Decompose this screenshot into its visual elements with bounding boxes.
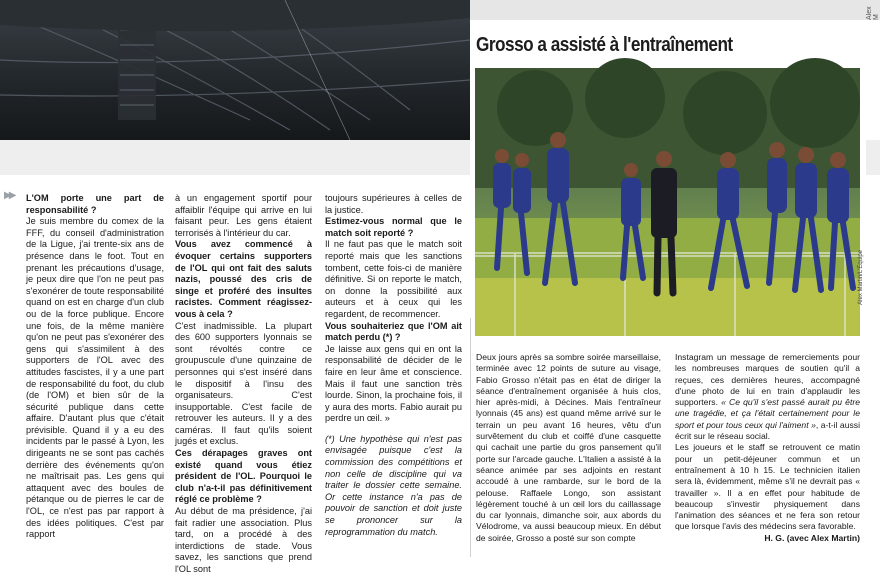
- answer-3: Au début de ma présidence, j'ai fait radier une association. Plus tard, on a procédé à des interdictions de stade. Vous savez, les sanctions que prend l'OL sont: [175, 506, 312, 574]
- training-photo-credit: Alex Martin/L'Équipe: [858, 250, 864, 305]
- question-2: Vous avez commencé à évoquer certains supporters de l'OL qui ont fait des saluts nazis, poussé des cris de singe et proféré des insultes racistes. Comment réagissez-vous à cela ?: [175, 239, 312, 319]
- article-headline: Grosso a assisté à l'entraînement: [476, 34, 733, 56]
- stadium-photo: [0, 0, 470, 140]
- article-paragraph-2-end: , a-t-il aussi écrit sur le réseau social.: [675, 419, 860, 442]
- answer-3-continued: toujours supérieures à celles de la justice.: [325, 193, 462, 215]
- article-paragraph-2: [675, 352, 860, 442]
- answer-4: Il ne faut pas que le match soit reporté mais que les sanctions tombent, cette fois-ci de manière définitive. Si on reporte le match, on donne la possibilité aux auteurs et à ceux qui les regardent, de recommencer.: [325, 239, 462, 319]
- header-strip: [470, 0, 880, 20]
- top-photo-credit: Alex M: [866, 6, 880, 20]
- training-photo: [475, 68, 860, 336]
- stadium-roof-illustration: [0, 0, 470, 140]
- author-signature: H. G. (avec Alex Martin): [764, 532, 860, 543]
- question-5: Vous souhaiteriez que l'OM ait match perdu (*) ?: [325, 320, 462, 343]
- interview-column-1: [26, 193, 164, 541]
- training-photo-illustration: [475, 68, 860, 336]
- answer-1-continued: à un engagement sportif pour affaiblir l'équipe qui arrive en lui faisant peur. Les gens étaient terrorisés à l'intérieur du car.: [175, 193, 312, 238]
- section-arrows-icon: ▶▶: [4, 190, 14, 201]
- answer-2: C'est inadmissible. La plupart des 600 supporters lyonnais se sont révoltés contre ce groupuscule d'une quinzaine de personnes qui s'est inséré dans le dispositif à l'insu des organisateurs. C'est insupportable. C'est facile de retrouver les auteurs. Il y a des caméras. Il faut qu'ils soient jugés et exclus.: [175, 320, 312, 447]
- article-paragraph-2-start: Instagram un message de remerciements pour les nombreuses marques de soutien qu'il a reçues, ces dernières heures, accompagné d'une photo de lui en train d'applaudir les supporters.: [675, 352, 860, 408]
- article-paragraph-1: Deux jours après sa sombre soirée marseillaise, terminée avec 12 points de suture au visage, Fabio Grosso n'était pas en état de diriger la séance d'entraînement organisée à huis clos, hier après-midi, à Décines. Mais l'entraîneur lyonnais (45 ans) est quand même arrivé sur le terrain un peu avant 16 heures, vêtu d'un survêtement du club et coiffé d'une casquette qui cachait une partie du gros pansement qu'il porte sur l'arcade gauche. L'Italien a assisté à la séance animée par ses adjoints en restant accoudé à une rambarde, sur le bord de la pelouse. Raffaele Longo, son assistant légèrement touché à un œil lors du caillassage du car lyonnais, dimanche soir, aux abords du Vélodrome, va aussi beaucoup mieux. En début de soirée, Grosso a posté sur son compte: [476, 352, 661, 543]
- article-paragraph-3: Les joueurs et le staff se retrouvent ce matin pour un petit-déjeuner commun et un entraînement à 10 h 15. Le technicien italien sera là, évidemment, même s'il ne devrait pas « travailler ». Il a en effet pour habitude de beaucoup s'investir physiquement dans l'animation des séances et ne fera son retour que lorsque l'avis des médecins sera favorable.: [675, 442, 860, 532]
- answer-1: Je suis membre du comex de la FFF, du conseil d'administration de la Ligue, j'ai trente-six ans de présence dans le foot. Tout en prenant les précautions d'usage, je peux dire que l'on ne peut pas s'exonérer de toute responsabilité quand on est en charge d'un club ou de la force publique. Encore une fois, de la même manière qu'on ne peut pas s'exonérer des gens qui s'assimilent à des supporters de l'OL avec des attitudes fascistes, il y a une part de responsabilité du foot, du club (de l'OM) et bien sûr de la sécurité publique dans cette affaire. D'autant plus que c'était prévisible. Quand il y a eu des incidents par le passé à Lyon, les dirigeants ne se sont pas cachés derrière des événements qu'on ne maîtrisait pas. Les gens qui attaquent avec des boules de pétanque ou de pierres le car de l'OL, ce n'est pas par rapport à des idées politiques. C'est par rapport: [26, 216, 164, 540]
- answer-5: Je laisse aux gens qui en ont la responsabilité de décider de le faire en leur âme et conscience. Mais il faut une sanction très lourde. Sinon, la prochaine fois, il y aura des morts. Fabio aurait pu perdre un œil. »: [325, 343, 462, 424]
- article-column-2: [675, 352, 860, 544]
- question-4: Estimez-vous normal que le match soit reporté ?: [325, 216, 462, 238]
- article-column-1: [476, 352, 661, 544]
- grosso-quote: « Ce qu'il s'est passé aurait pu être une tragédie, et ça l'était certainement pour le sport et pour tous ceux qui l'aiment »: [675, 397, 860, 430]
- interview-column-3: [325, 193, 462, 538]
- question-1: L'OM porte une part de responsabilité ?: [26, 193, 164, 215]
- column-divider: [470, 318, 471, 557]
- question-3: Ces dérapages graves ont existé quand vous étiez président de l'OL. Pourquoi le club n'a-t-il pas définitivement réglé ce problème ?: [175, 448, 312, 505]
- interview-column-2: [175, 193, 312, 576]
- footnote: (*) Une hypothèse qui n'est pas envisagée puisque c'est la commission des compétitions et non celle de discipline qui va traiter le dossier cette semaine. Or cette instance n'a pas de pouvoir de sanction et doit juste se prononcer sur la reprogrammation du match.: [325, 433, 462, 537]
